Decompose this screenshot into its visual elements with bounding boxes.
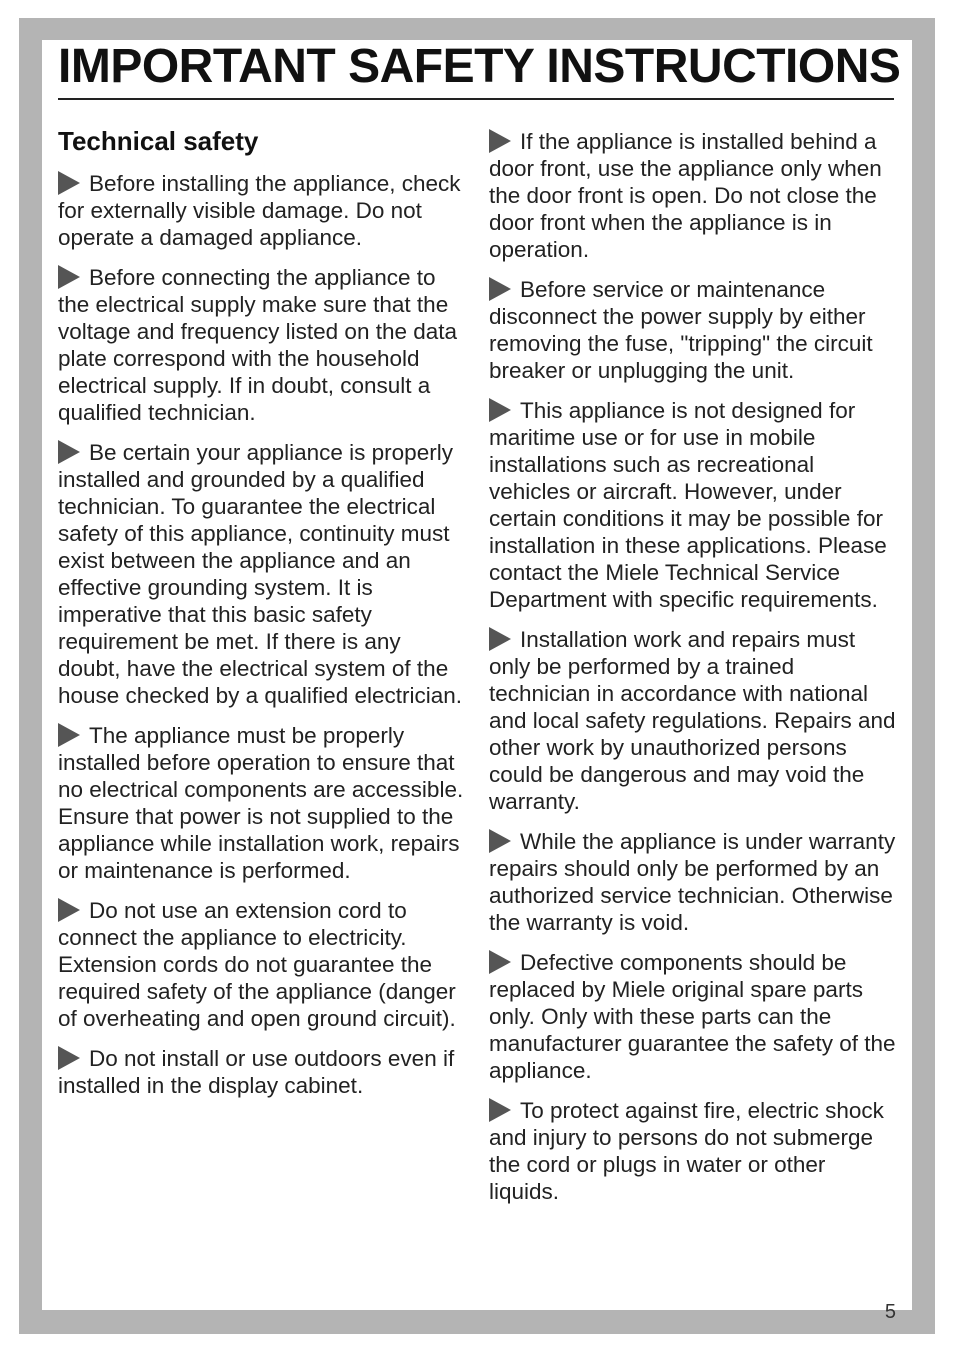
safety-item: [58, 264, 468, 426]
triangle-arrow-icon: [58, 171, 80, 195]
safety-item: [489, 626, 899, 815]
safety-item-text: This appliance is not designed for maritime use or for use in mobile installations such as recreational vehicles or aircraft. However, under certain conditions it may be possible for installation in these applications. Please contact the Miele Technical Service Department with specific requirements.: [489, 398, 887, 612]
safety-item: [58, 439, 468, 709]
left-column: [58, 124, 468, 1112]
safety-item-text: Do not install or use outdoors even if installed in the display cabinet.: [58, 1046, 455, 1098]
page-title: IMPORTANT SAFETY INSTRUCTIONS: [58, 40, 901, 93]
triangle-arrow-icon: [58, 1046, 80, 1070]
safety-item-text: While the appliance is under warranty repairs should only be performed by an authorized service technician. Otherwise the warranty is void.: [489, 829, 896, 935]
safety-item: [58, 722, 468, 884]
safety-item-text: If the appliance is installed behind a door front, use the appliance only when the door front is open. Do not close the door front when the appliance is in operation.: [489, 129, 882, 262]
title-divider: [58, 98, 894, 100]
safety-item: [489, 128, 899, 263]
triangle-arrow-icon: [58, 440, 80, 464]
triangle-arrow-icon: [58, 898, 80, 922]
safety-item-text: To protect against fire, electric shock and injury to persons do not submerge the cord or plugs in water or other liquids.: [489, 1098, 884, 1204]
safety-item: [489, 276, 899, 384]
safety-item: [489, 828, 899, 936]
triangle-arrow-icon: [489, 398, 511, 422]
section-heading: Technical safety: [58, 126, 259, 156]
right-column: [489, 128, 899, 1218]
triangle-arrow-icon: [489, 829, 511, 853]
safety-item-text: Defective components should be replaced by Miele original spare parts only. Only with these parts can the manufacturer guarantee the safety of the appliance.: [489, 950, 896, 1083]
safety-item-text: Installation work and repairs must only be performed by a trained technician in accordance with national and local safety regulations. Repairs and other work by unauthorized persons could be dangerous and may void the warranty.: [489, 627, 896, 814]
safety-item: [489, 1097, 899, 1205]
safety-item-text: Before service or maintenance disconnect the power supply by either removing the fuse, "tripping" the circuit breaker or unplugging the unit.: [489, 277, 873, 383]
triangle-arrow-icon: [58, 723, 80, 747]
safety-item: [489, 397, 899, 613]
safety-item-text: Before connecting the appliance to the electrical supply make sure that the voltage and frequency listed on the data plate correspond with the household electrical supply. If in doubt, consult a qualified technician.: [58, 265, 458, 425]
triangle-arrow-icon: [489, 277, 511, 301]
safety-item-text: The appliance must be properly installed before operation to ensure that no electrical components are accessible. Ensure that power is not supplied to the appliance while installation work, repairs or maintenance is performed.: [58, 723, 464, 883]
triangle-arrow-icon: [489, 950, 511, 974]
triangle-arrow-icon: [489, 129, 511, 153]
safety-item: [489, 949, 899, 1084]
safety-item: [58, 1045, 468, 1099]
safety-item-text: Be certain your appliance is properly installed and grounded by a qualified technician. To guarantee the electrical safety of this appliance, continuity must exist between the appliance and an effective grounding system. It is imperative that this basic safety requirement be met. If there is any doubt, have the electrical system of the house checked by a qualified electrician.: [58, 440, 463, 708]
safety-item: [58, 170, 468, 251]
safety-item-text: Before installing the appliance, check for externally visible damage. Do not operate a damaged appliance.: [58, 171, 461, 250]
safety-item-text: Do not use an extension cord to connect the appliance to electricity. Extension cords do not guarantee the required safety of the appliance (danger of overheating and open ground circuit).: [58, 898, 456, 1031]
triangle-arrow-icon: [489, 627, 511, 651]
triangle-arrow-icon: [489, 1098, 511, 1122]
triangle-arrow-icon: [58, 265, 80, 289]
safety-item: [58, 897, 468, 1032]
page-number: 5: [884, 1301, 896, 1323]
